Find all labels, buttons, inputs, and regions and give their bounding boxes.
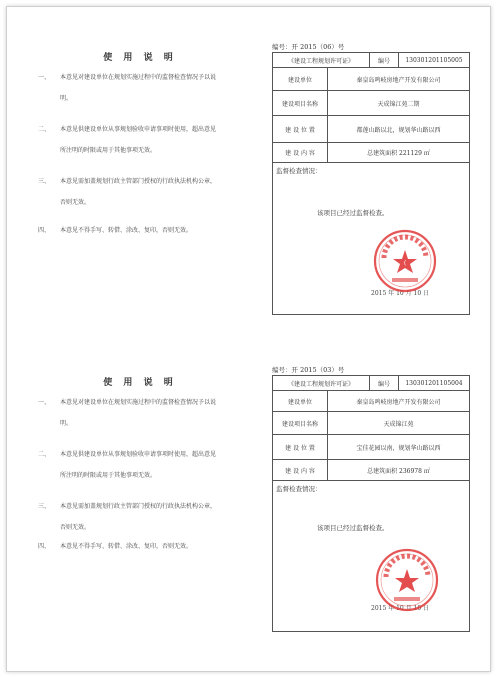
instruction-line: 本意见需加盖规划行政主管部门授权的行政执法机构公章， — [60, 178, 217, 185]
instruction-num: 四、 — [38, 227, 51, 234]
permit-number-row — [273, 53, 469, 68]
instruction-line: 本意见供建设单位从事规划验收申请事项时使用，超出意见 — [60, 126, 217, 133]
supervision-label: 监督检查情况： — [276, 167, 322, 175]
table-row-project — [273, 91, 469, 116]
supervision-result: 该项目已经过监督检查。 — [317, 524, 389, 532]
permit-1 — [0, 0, 497, 320]
instruction-line: 本意见不得手写、转借、涂改、复印，否则无效。 — [60, 227, 193, 234]
instruction-line: 否则无效。 — [60, 524, 91, 531]
row-label: 建设项目名称 — [273, 412, 328, 434]
table-row-content — [273, 460, 469, 481]
permit-number-row — [273, 376, 469, 391]
permit-label: 《建设工程规划许可证》 — [273, 53, 370, 67]
table-row-location — [273, 435, 469, 460]
instruction-line: 明。 — [60, 420, 73, 427]
row-label: 建设单位 — [273, 391, 328, 411]
instruction-num: 二、 — [38, 126, 51, 133]
row-label: 建 设 位 置 — [273, 435, 328, 459]
official-seal — [372, 228, 438, 294]
instructions-title: 使 用 说 明 — [103, 53, 177, 63]
supervision-label: 监督检查情况： — [276, 485, 322, 493]
row-value: 总建筑面积 236978 ㎡ — [367, 467, 430, 475]
supervision-date: 2015 年 10 月 10 日 — [371, 290, 430, 297]
instruction-line: 本意见需加盖规划行政主管部门授权的行政执法机构公章， — [60, 503, 217, 510]
row-value: 秦皇岛鸣岐房地产开发有限公司 — [356, 398, 441, 406]
official-seal — [374, 547, 440, 613]
instruction-line: 本意见供建设单位从事规划验收申请事项时使用，超出意见 — [60, 451, 217, 458]
svg-text:(: ( — [403, 260, 407, 267]
row-label: 建设单位 — [273, 68, 328, 90]
table-row-builder — [273, 391, 469, 412]
instruction-line: 所注明的时限或用于其他事项无效。 — [60, 472, 157, 479]
row-value: 宝佳花园以南，规划华山路以西 — [356, 444, 441, 452]
instruction-num: 一、 — [38, 399, 51, 406]
row-value: 天成锦江苑二期 — [377, 100, 420, 108]
instruction-num: 一、 — [38, 74, 51, 81]
row-label: 建 设 位 置 — [273, 116, 328, 142]
row-label: 建 设 内 容 — [273, 143, 328, 162]
permit-number: 130301201105005 — [405, 56, 463, 64]
permit-number: 130301201105004 — [405, 379, 463, 387]
permit-no-label: 编号 — [370, 376, 399, 390]
table-row-builder — [273, 68, 469, 91]
supervision-section — [273, 163, 469, 314]
table-row-content — [273, 143, 469, 163]
permit-2 — [0, 327, 497, 647]
row-label: 建 设 内 容 — [273, 460, 328, 480]
table-row-project — [273, 412, 469, 435]
instruction-num: 二、 — [38, 451, 51, 458]
table-row-location — [273, 116, 469, 143]
instruction-line: 否则无效。 — [60, 199, 91, 206]
supervision-result: 该项目已经过监督检查。 — [317, 209, 389, 217]
row-value: 天成锦江苑 — [383, 420, 414, 428]
instruction-line: 所注明的时限或用于其他事项无效。 — [60, 147, 157, 154]
instruction-num: 四、 — [38, 543, 51, 550]
instruction-num: 三、 — [38, 503, 51, 510]
document-number: 编号：开 2015（03）号 — [272, 366, 345, 374]
document-number: 编号：开 2015（06）号 — [272, 43, 345, 51]
permit-no-label: 编号 — [370, 53, 399, 67]
instruction-num: 三、 — [38, 178, 51, 185]
instruction-line: 本意见对建设单位在规划实施过程中的监督检查情况予以说 — [60, 399, 217, 406]
row-value: 秦皇岛鸣岐房地产开发有限公司 — [356, 76, 441, 84]
instruction-line: 本意见对建设单位在规划实施过程中的监督检查情况予以说 — [60, 74, 217, 81]
permit-label: 《建设工程规划许可证》 — [273, 376, 370, 390]
row-value: 都莲山路以北，规划华山路以西 — [356, 126, 441, 134]
instruction-line: 明。 — [60, 95, 73, 102]
row-label: 建设项目名称 — [273, 91, 328, 115]
instruction-line: 本意见不得手写、转借、涂改、复印，否则无效。 — [60, 543, 193, 550]
supervision-date: 2015 年 10 月 10 日 — [371, 605, 430, 612]
permit-table — [272, 52, 470, 315]
instructions-title: 使 用 说 明 — [103, 378, 177, 388]
row-value: 总建筑面积 221129 ㎡ — [367, 150, 430, 157]
permit-table — [272, 375, 470, 632]
